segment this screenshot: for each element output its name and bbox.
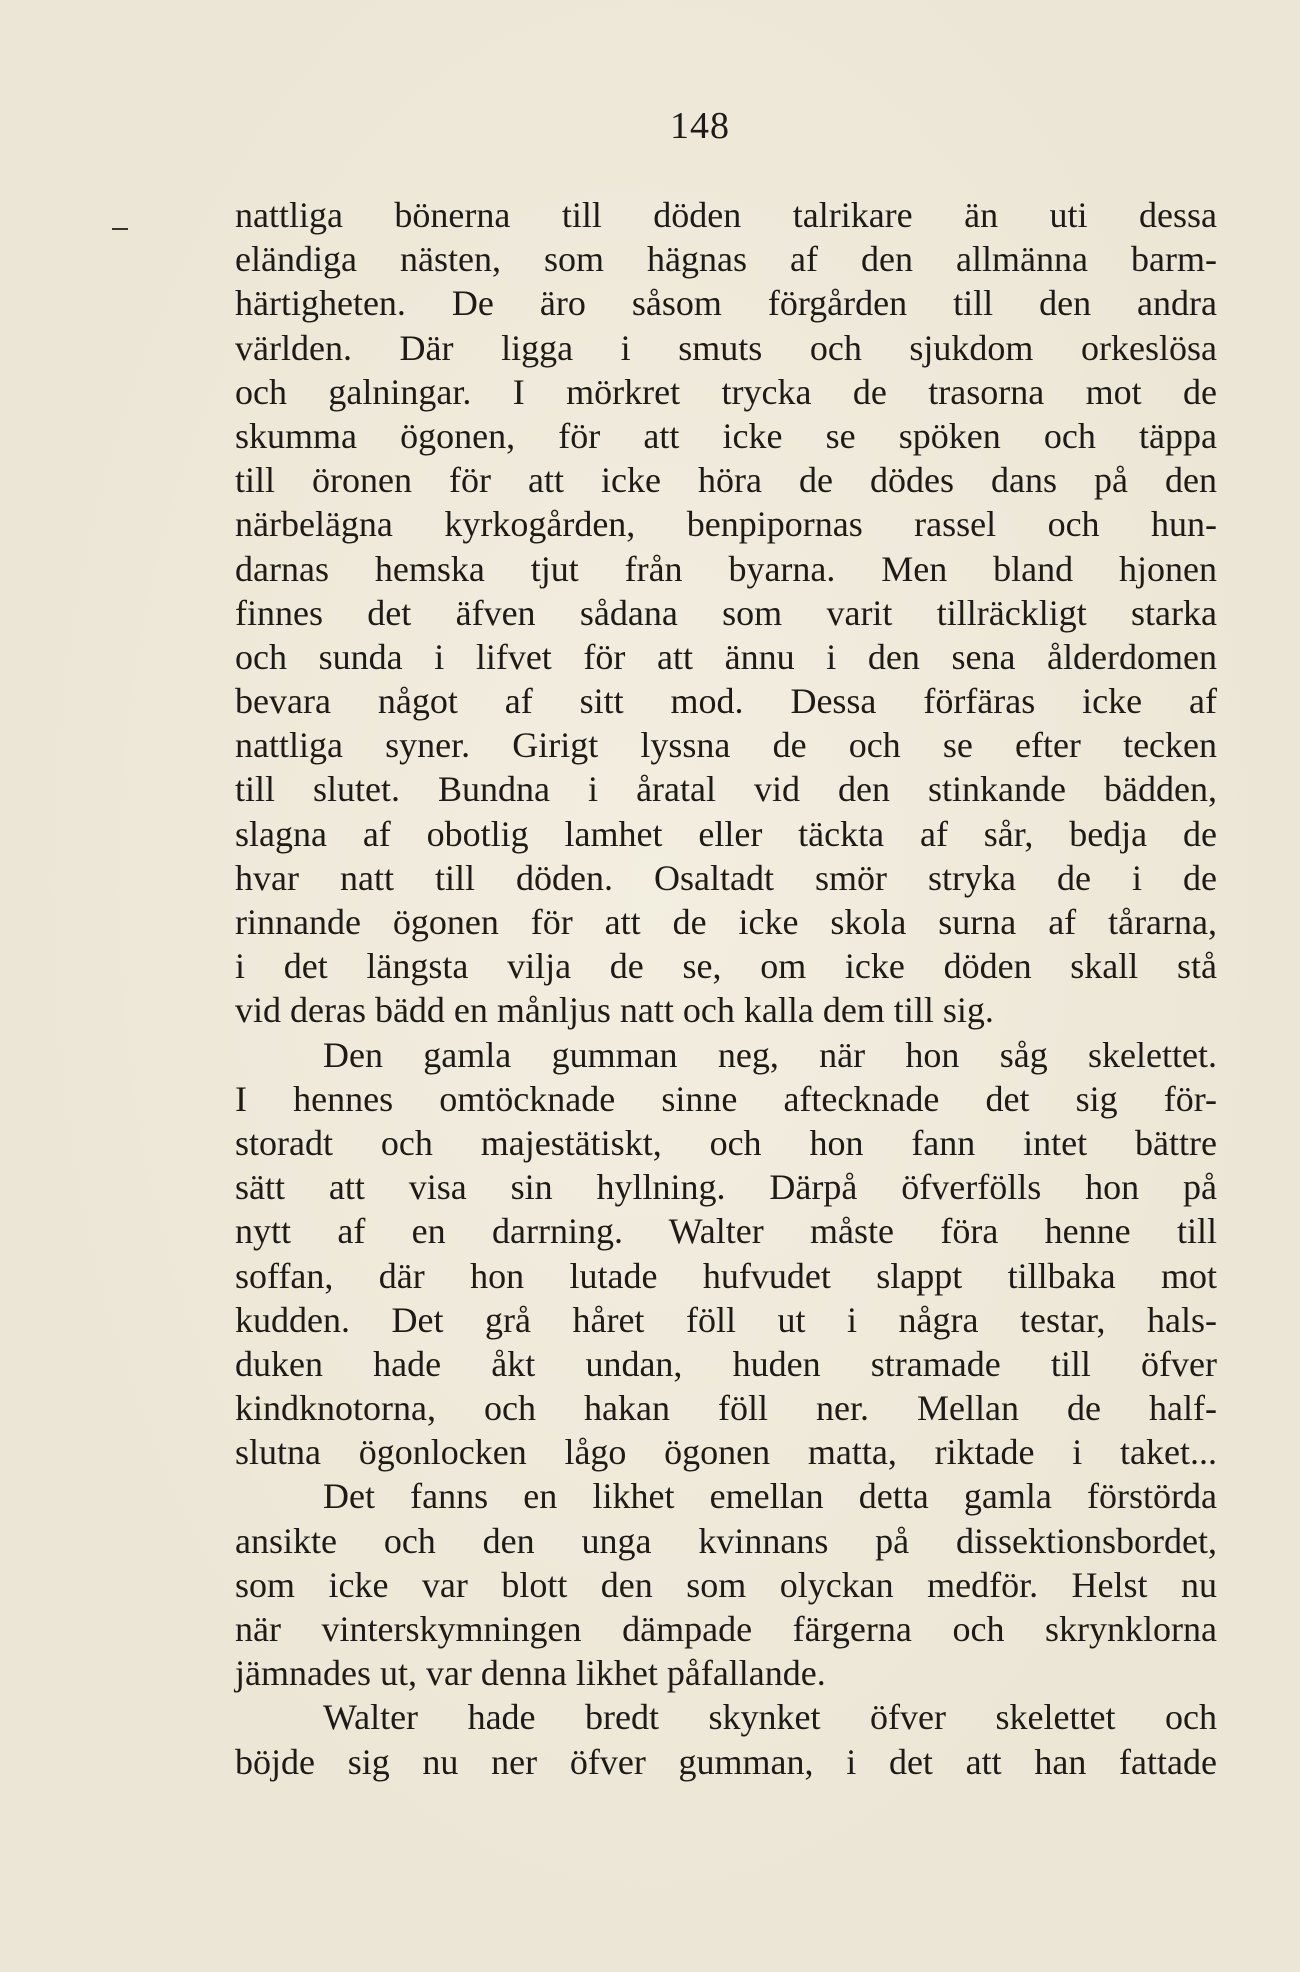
text-line: vid deras bädd en månljus natt och kalla dem till sig.: [235, 990, 994, 1031]
text-line: i det längsta vilja de se, om icke döden skall stå: [235, 946, 1217, 987]
text-line: skumma ögonen, för att icke se spöken och täppa: [235, 415, 1217, 456]
text-line: bevara något af sitt mod. Dessa förfäras icke af: [235, 681, 1217, 722]
text-line: Den gamla gumman neg, när hon såg skelettet.: [323, 1034, 1217, 1075]
text-line: soffan, där hon lutade hufvudet slappt tillbaka mot: [235, 1255, 1217, 1296]
text-line: härtigheten. De äro såsom förgården till den andra: [235, 283, 1217, 324]
text-line: nattliga bönerna till döden talrikare än uti dessa: [235, 195, 1217, 235]
text-line: kudden. Det grå håret föll ut i några testar, hals-: [235, 1299, 1217, 1340]
text-line: rinnande ögonen för att de icke skola surna af tårarna,: [235, 902, 1217, 942]
text-line: världen. Där ligga i smuts och sjukdom orkeslösa: [235, 327, 1217, 368]
text-line: slagna af obotlig lamhet eller täckta af sår, bedja de: [235, 813, 1217, 854]
text-line: till slutet. Bundna i åratal vid den stinkande bädden,: [235, 769, 1217, 810]
text-line: som icke var blott den som olyckan medför. Helst nu: [235, 1564, 1217, 1605]
text-line: duken hade åkt undan, huden stramade till öfver: [235, 1343, 1217, 1384]
text-line: jämnades ut, var denna likhet påfallande.: [235, 1653, 826, 1694]
body-text: [235, 193, 1217, 1784]
text-line: sätt att visa sin hyllning. Därpå öfverfölls hon på: [235, 1167, 1217, 1208]
text-line: ansikte och den unga kvinnans på dissektionsbordet,: [235, 1520, 1217, 1561]
text-line: storadt och majestätiskt, och hon fann intet bättre: [235, 1122, 1217, 1163]
text-line: kindknotorna, och hakan föll ner. Mellan de half-: [235, 1388, 1217, 1429]
text-line: Walter hade bredt skynket öfver skelettet och: [323, 1697, 1217, 1738]
text-line: hvar natt till döden. Osaltadt smör stryka de i de: [235, 857, 1217, 898]
text-line: nytt af en darrning. Walter måste föra henne till: [235, 1211, 1217, 1252]
text-line: finnes det äfven sådana som varit tillräckligt starka: [235, 592, 1217, 633]
text-line: eländiga nästen, som hägnas af den allmänna barm-: [235, 239, 1217, 280]
text-line: när vinterskymningen dämpade färgerna och skrynklorna: [235, 1609, 1217, 1649]
text-line: och sunda i lifvet för att ännu i den sena ålderdomen: [235, 636, 1217, 677]
text-line: till öronen för att icke höra de dödes dans på den: [235, 460, 1217, 501]
text-line: darnas hemska tjut från byarna. Men bland hjonen: [235, 548, 1217, 589]
text-line: I hennes omtöcknade sinne aftecknade det sig för-: [235, 1078, 1217, 1119]
text-line: slutna ögonlocken lågo ögonen matta, riktade i taket...: [235, 1432, 1217, 1473]
text-line: böjde sig nu ner öfver gumman, i det att han fattade: [235, 1741, 1217, 1782]
page-number: 148: [670, 105, 730, 147]
text-line: närbelägna kyrkogården, benpipornas rassel och hun-: [235, 504, 1217, 545]
text-line: och galningar. I mörkret trycka de trasorna mot de: [235, 371, 1217, 412]
text-line: Det fanns en likhet emellan detta gamla förstörda: [323, 1476, 1217, 1517]
margin-mark: [112, 228, 128, 230]
text-line: nattliga syner. Girigt lyssna de och se efter tecken: [235, 725, 1217, 766]
